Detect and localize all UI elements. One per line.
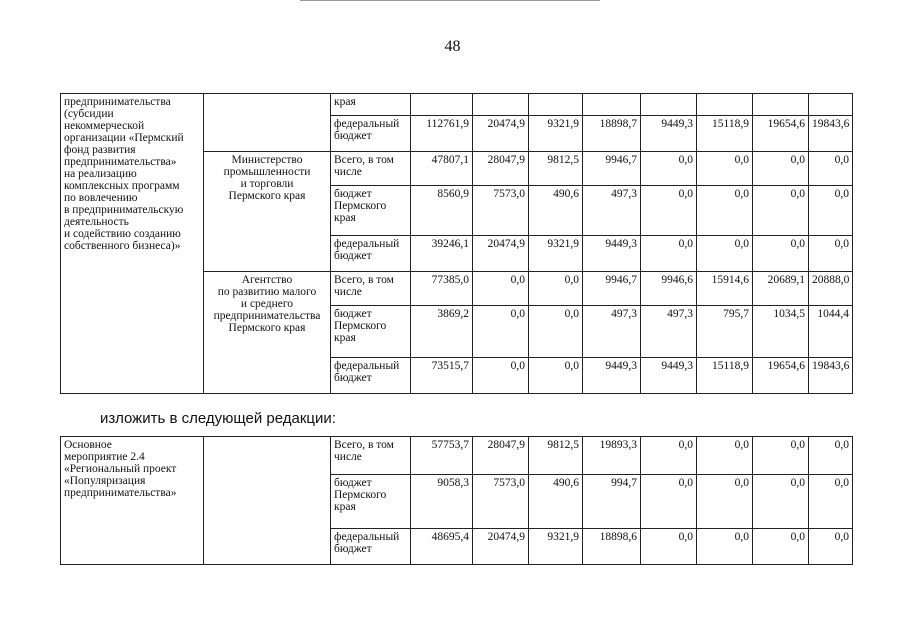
value-cell: 15118,9 (697, 116, 753, 152)
budget-table-old (60, 93, 853, 394)
value-cell: 9449,3 (641, 358, 697, 394)
value-cell: 497,3 (583, 306, 641, 358)
value-cell: 0,0 (697, 152, 753, 186)
value-cell: 57753,7 (411, 437, 473, 475)
value-cell: 15118,9 (697, 358, 753, 394)
value-cell: 19654,6 (753, 116, 809, 152)
value-cell: 9321,9 (529, 236, 583, 272)
value-cell: 20474,9 (473, 529, 529, 565)
value-cell: 19843,6 (809, 116, 853, 152)
value-cell: 795,7 (697, 306, 753, 358)
value-cell: 19843,6 (809, 358, 853, 394)
value-cell: 20888,0 (809, 272, 853, 306)
funding-source: бюджет Пермского края (331, 186, 411, 236)
value-cell (473, 94, 529, 116)
funding-source: края (331, 94, 411, 116)
value-cell: 0,0 (473, 358, 529, 394)
executor-cell-empty (204, 94, 331, 152)
value-cell: 18898,7 (583, 116, 641, 152)
value-cell (641, 94, 697, 116)
value-cell: 19893,3 (583, 437, 641, 475)
funding-source: федеральный бюджет (331, 236, 411, 272)
value-cell: 9449,3 (641, 116, 697, 152)
value-cell (809, 94, 853, 116)
value-cell: 0,0 (809, 236, 853, 272)
activity-description: Основное мероприятие 2.4 «Региональный проект «Популяризация предпринимательства» (61, 437, 204, 565)
value-cell: 73515,7 (411, 358, 473, 394)
budget-table-new (60, 436, 853, 565)
value-cell: 9946,7 (583, 272, 641, 306)
value-cell: 0,0 (641, 186, 697, 236)
value-cell: 1044,4 (809, 306, 853, 358)
value-cell: 497,3 (641, 306, 697, 358)
page-number: 48 (444, 38, 461, 55)
activity-description: предпринимательства (субсидии некоммерческой организации «Пермский фонд развития предпринимательства» на реализацию комплексных программ по вовлечению в предпринимательскую деятельность и содействию созданию собственного бизнеса)» (61, 94, 204, 394)
funding-source: Всего, в том числе (331, 152, 411, 186)
funding-source: Всего, в том числе (331, 272, 411, 306)
top-scan-line (300, 0, 600, 1)
funding-source: Всего, в том числе (331, 437, 411, 475)
executor-cell-empty (204, 437, 331, 565)
funding-source: бюджет Пермского края (331, 475, 411, 529)
funding-source: федеральный бюджет (331, 358, 411, 394)
value-cell: 497,3 (583, 186, 641, 236)
value-cell: 9946,7 (583, 152, 641, 186)
value-cell (753, 94, 809, 116)
value-cell: 15914,6 (697, 272, 753, 306)
table-row (61, 94, 853, 116)
value-cell: 28047,9 (473, 152, 529, 186)
value-cell: 0,0 (697, 475, 753, 529)
value-cell: 9449,3 (583, 358, 641, 394)
value-cell: 0,0 (809, 152, 853, 186)
value-cell: 20474,9 (473, 116, 529, 152)
value-cell: 0,0 (809, 529, 853, 565)
value-cell: 0,0 (473, 272, 529, 306)
value-cell: 9449,3 (583, 236, 641, 272)
executor-ministry: Министерство промышленности и торговли Пермского края (204, 152, 331, 272)
value-cell: 0,0 (753, 186, 809, 236)
value-cell: 0,0 (641, 236, 697, 272)
value-cell: 47807,1 (411, 152, 473, 186)
value-cell: 9058,3 (411, 475, 473, 529)
value-cell: 0,0 (809, 186, 853, 236)
value-cell: 18898,6 (583, 529, 641, 565)
funding-source: бюджет Пермского края (331, 306, 411, 358)
instruction-text: изложить в следующей редакции: (100, 410, 336, 427)
value-cell: 1034,5 (753, 306, 809, 358)
value-cell: 0,0 (697, 529, 753, 565)
value-cell: 0,0 (529, 306, 583, 358)
value-cell: 0,0 (641, 529, 697, 565)
value-cell: 0,0 (641, 437, 697, 475)
table-row (61, 437, 853, 475)
value-cell: 28047,9 (473, 437, 529, 475)
value-cell: 7573,0 (473, 475, 529, 529)
value-cell: 9812,5 (529, 152, 583, 186)
value-cell: 0,0 (753, 475, 809, 529)
value-cell: 490,6 (529, 475, 583, 529)
value-cell: 0,0 (529, 358, 583, 394)
value-cell: 0,0 (753, 152, 809, 186)
value-cell: 8560,9 (411, 186, 473, 236)
value-cell: 0,0 (809, 437, 853, 475)
value-cell: 0,0 (697, 236, 753, 272)
value-cell: 20689,1 (753, 272, 809, 306)
value-cell: 19654,6 (753, 358, 809, 394)
value-cell: 994,7 (583, 475, 641, 529)
value-cell: 9812,5 (529, 437, 583, 475)
value-cell: 0,0 (473, 306, 529, 358)
value-cell (583, 94, 641, 116)
value-cell: 0,0 (809, 475, 853, 529)
value-cell: 0,0 (753, 437, 809, 475)
value-cell: 0,0 (697, 437, 753, 475)
value-cell (529, 94, 583, 116)
value-cell: 20474,9 (473, 236, 529, 272)
funding-source: федеральный бюджет (331, 529, 411, 565)
value-cell: 9321,9 (529, 529, 583, 565)
value-cell (697, 94, 753, 116)
value-cell: 0,0 (641, 475, 697, 529)
funding-source: федеральный бюджет (331, 116, 411, 152)
value-cell: 490,6 (529, 186, 583, 236)
value-cell: 0,0 (697, 186, 753, 236)
value-cell: 0,0 (529, 272, 583, 306)
value-cell: 112761,9 (411, 116, 473, 152)
executor-agency: Агентство по развитию малого и среднего предпринимательства Пермского края (204, 272, 331, 394)
value-cell: 3869,2 (411, 306, 473, 358)
value-cell: 7573,0 (473, 186, 529, 236)
value-cell: 77385,0 (411, 272, 473, 306)
value-cell: 48695,4 (411, 529, 473, 565)
value-cell: 39246,1 (411, 236, 473, 272)
value-cell: 0,0 (753, 529, 809, 565)
value-cell: 0,0 (753, 236, 809, 272)
value-cell: 9946,6 (641, 272, 697, 306)
value-cell: 0,0 (641, 152, 697, 186)
value-cell: 9321,9 (529, 116, 583, 152)
value-cell (411, 94, 473, 116)
